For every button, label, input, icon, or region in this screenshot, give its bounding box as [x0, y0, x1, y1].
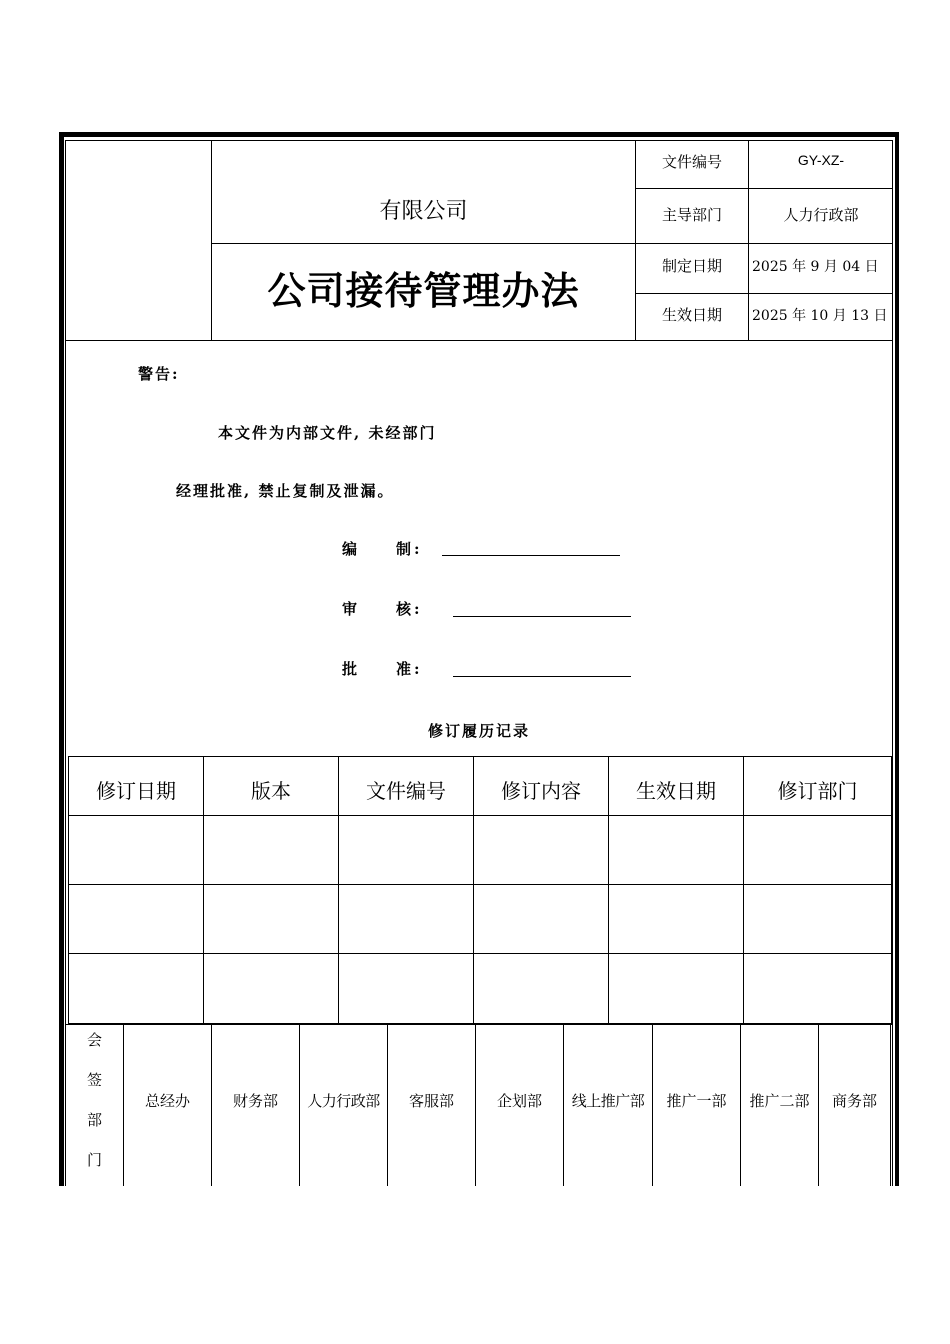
sig-line-compile[interactable] — [442, 555, 620, 556]
rev-header-effective: 生效日期 — [636, 779, 716, 803]
field-label-created: 制定日期 — [661, 257, 722, 275]
field-label-doc-no: 文件编号 — [661, 153, 722, 171]
field-value-dept: 人力行政部 — [783, 206, 859, 224]
rev-header-content: 修订内容 — [501, 779, 581, 803]
sig-line-approve[interactable] — [453, 676, 631, 677]
cs-dept-business: 商务部 — [831, 1092, 877, 1110]
sig-label-compile: 编 制: — [342, 540, 423, 558]
field-row-line-3 — [635, 293, 893, 294]
cs-dept-hr-admin: 人力行政部 — [307, 1092, 380, 1110]
cs-dept-promo-2: 推广二部 — [749, 1092, 810, 1110]
revision-title: 修订履历记录 — [427, 722, 530, 740]
rev-col-line-6 — [891, 756, 892, 1024]
company-name: 有限公司 — [379, 199, 468, 224]
cs-dept-gm-office: 总经办 — [144, 1092, 190, 1110]
warning-line-1: 本文件为内部文件, 未经部门 — [218, 424, 437, 442]
rev-line-top — [68, 756, 892, 757]
cs-dept-promo-1: 推广一部 — [666, 1092, 727, 1110]
sig-line-review[interactable] — [453, 616, 631, 617]
cs-label-char-4: 门 — [86, 1151, 102, 1169]
field-value-doc-no: GY-XZ- — [797, 152, 845, 168]
cs-dept-finance: 财务部 — [232, 1092, 278, 1110]
field-label-dept: 主导部门 — [661, 206, 722, 224]
rev-header-docno: 文件编号 — [366, 779, 446, 803]
rev-header-dept: 修订部门 — [777, 779, 858, 803]
cs-dept-customer-service: 客服部 — [408, 1092, 454, 1110]
rev-header-version: 版本 — [251, 779, 291, 803]
table-row — [69, 816, 891, 884]
title-divider — [211, 243, 636, 244]
field-value-created: 2025 年 9 月 04 日 — [752, 259, 879, 275]
field-row-line-2 — [635, 243, 893, 244]
cs-label-char-1: 会 — [86, 1031, 102, 1049]
header-bottom-line — [65, 340, 893, 341]
cs-label-char-3: 部 — [86, 1111, 102, 1129]
field-label-effective: 生效日期 — [661, 306, 722, 324]
sig-label-approve: 批 准: — [342, 660, 423, 678]
cs-col-line-9 — [890, 1024, 891, 1186]
cs-dept-online-promo: 线上推广部 — [571, 1092, 645, 1110]
cs-dept-planning: 企划部 — [496, 1092, 542, 1110]
document-title: 公司接待管理办法 — [267, 269, 580, 313]
warning-line-2: 经理批准, 禁止复制及泄漏。 — [176, 482, 395, 500]
cs-label-char-2: 签 — [86, 1071, 102, 1089]
sig-label-review: 审 核: — [342, 600, 423, 618]
warning-heading: 警告: — [138, 365, 180, 383]
field-value-effective: 2025 年 10 月 13 日 — [752, 308, 888, 324]
table-row — [69, 885, 891, 953]
field-row-line-1 — [635, 188, 893, 189]
table-row — [69, 954, 891, 1023]
rev-header-date: 修订日期 — [96, 779, 176, 803]
cs-line-top — [65, 1024, 893, 1025]
header-divider-values — [748, 140, 749, 341]
